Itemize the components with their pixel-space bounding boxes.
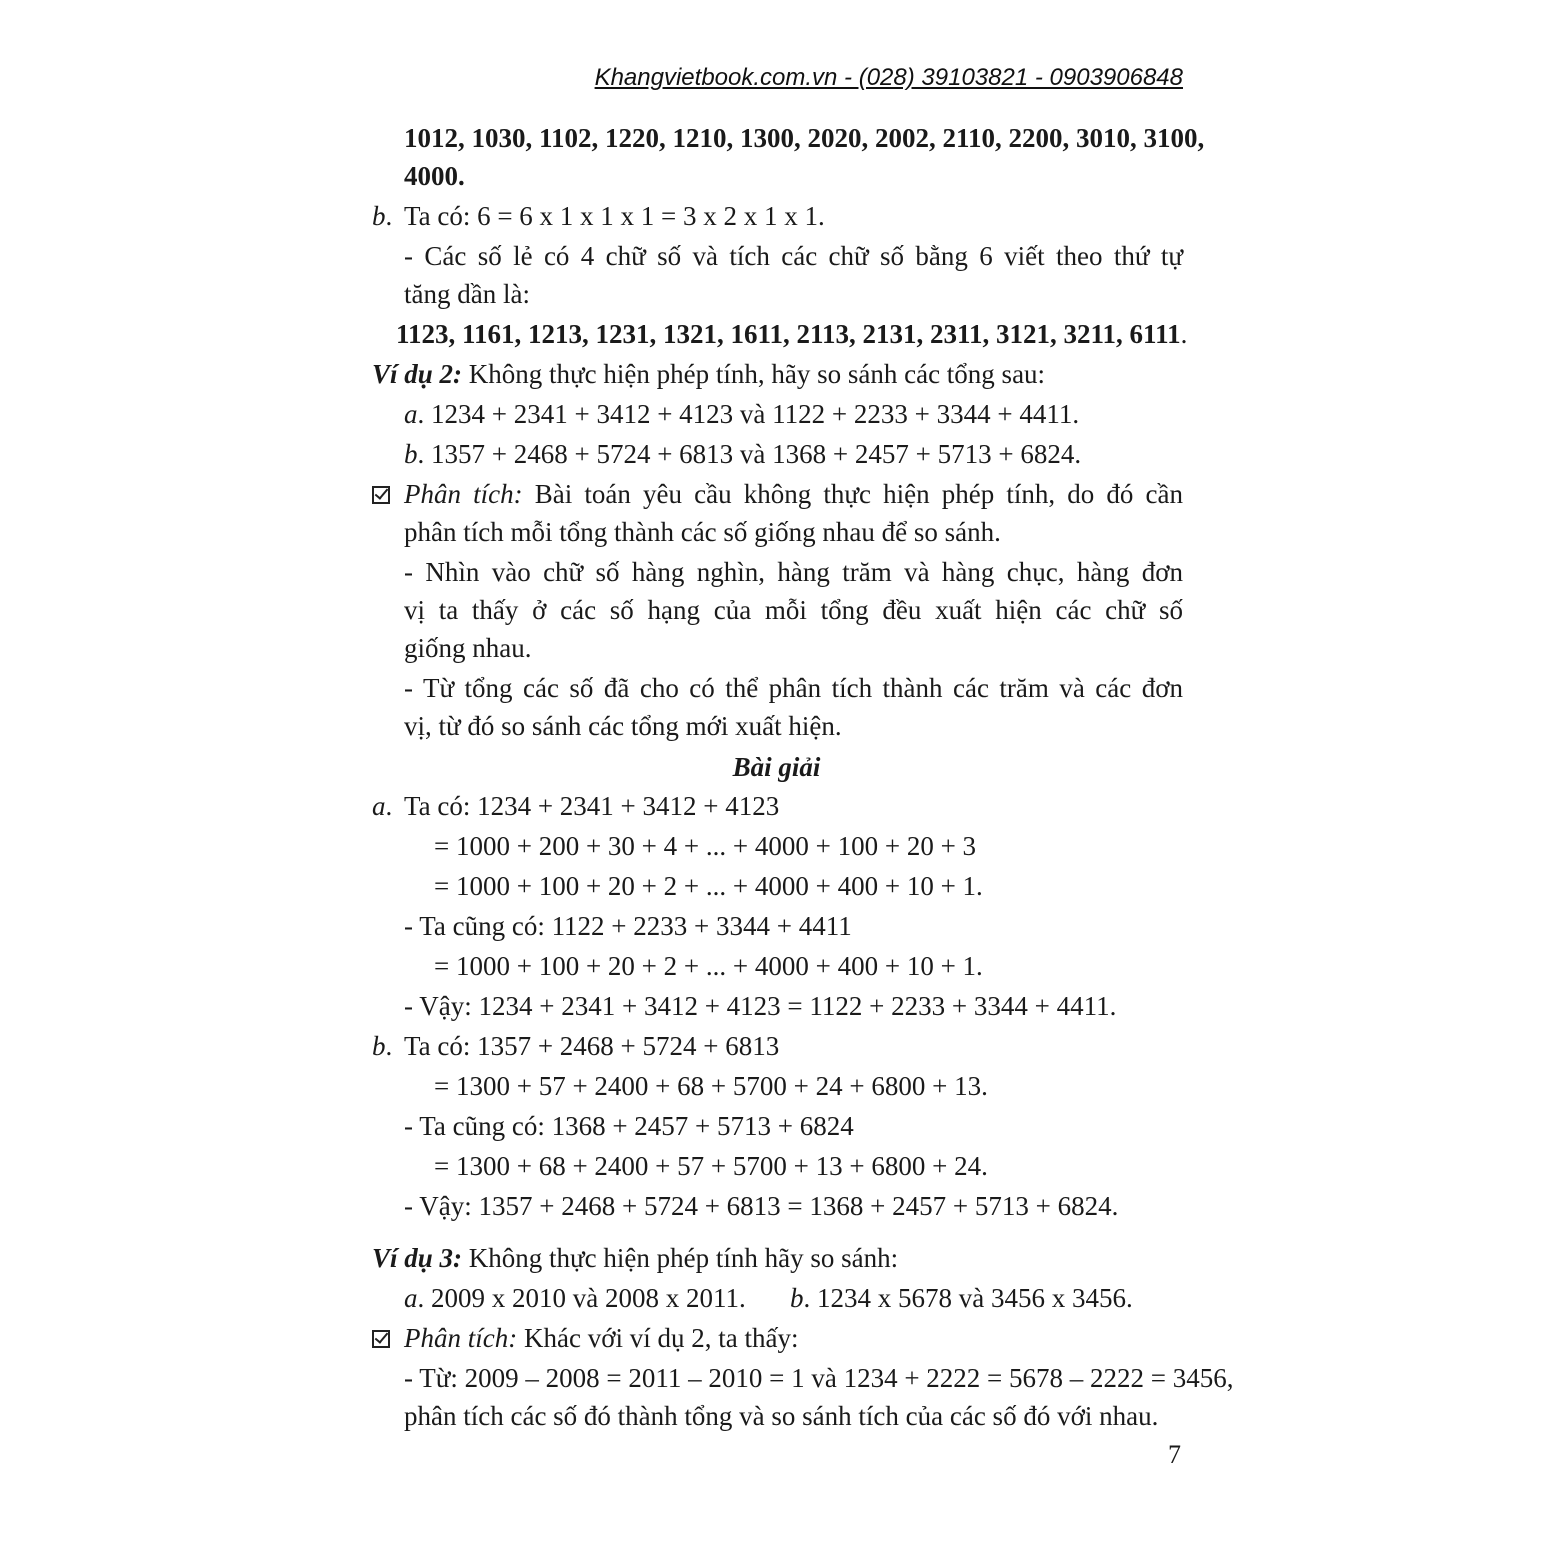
part-b-description-line-1: - Các số lẻ có 4 chữ số và tích các chữ số bằng 6 viết theo thứ tự xyxy=(404,241,1183,271)
solution-b-conclusion: - Vậy: 1357 + 2468 + 5724 + 6813 = 1368 + 2457 + 5713 + 6824. xyxy=(404,1191,1119,1221)
solution-a-line-2: = 1000 + 200 + 30 + 4 + ... + 4000 + 100 + 20 + 3 xyxy=(434,831,977,861)
example-3-part-b: b. 1234 x 5678 và 3456 x 3456. xyxy=(790,1283,1133,1313)
solution-a-line-1: Ta có: 1234 + 2341 + 3412 + 4123 xyxy=(404,791,780,821)
part-b-description-line-2: tăng dần là: xyxy=(404,279,530,309)
publisher-link[interactable]: Khangvietbook.com.vn - (028) 39103821 - 0903906848 xyxy=(594,64,1183,91)
solution-b-line-2: = 1300 + 57 + 2400 + 68 + 5700 + 24 + 6800 + 13. xyxy=(434,1071,988,1101)
analysis-2-p2-line-1: - Nhìn vào chữ số hàng nghìn, hàng trăm và hàng chục, hàng đơn xyxy=(404,557,1183,587)
solution-a-line-3: = 1000 + 100 + 20 + 2 + ... + 4000 + 400 + 10 + 1. xyxy=(434,871,983,901)
analysis-3-line-2: - Từ: 2009 – 2008 = 2011 – 2010 = 1 và 1234 + 2222 = 5678 – 2222 = 3456, xyxy=(404,1363,1234,1393)
solution-a-line-4: - Ta cũng có: 1122 + 2233 + 3344 + 4411 xyxy=(404,911,852,941)
numbers-line-2: 4000. xyxy=(404,161,465,191)
part-b-marker: b. xyxy=(372,201,393,231)
analysis-3-line-1: Phân tích: Khác với ví dụ 2, ta thấy: xyxy=(404,1323,799,1353)
example-3-heading: Ví dụ 3: Không thực hiện phép tính hãy so sánh: xyxy=(372,1243,899,1273)
example-2-heading: Ví dụ 2: Không thực hiện phép tính, hãy so sánh các tổng sau: xyxy=(372,359,1046,389)
solution-b-line-1: Ta có: 1357 + 2468 + 5724 + 6813 xyxy=(404,1031,780,1061)
example-2-part-a: a. 1234 + 2341 + 3412 + 4123 và 1122 + 2233 + 3344 + 4411. xyxy=(404,399,1080,429)
example-3-part-a: a. 2009 x 2010 và 2008 x 2011. xyxy=(404,1283,746,1313)
solution-b-line-3: - Ta cũng có: 1368 + 2457 + 5713 + 6824 xyxy=(404,1111,854,1141)
analysis-3-line-3: phân tích các số đó thành tổng và so sánh tích của các số đó với nhau. xyxy=(404,1401,1159,1431)
part-b-statement: Ta có: 6 = 6 x 1 x 1 x 1 = 3 x 2 x 1 x 1. xyxy=(404,201,825,231)
analysis-2-p3-line-2: vị, từ đó so sánh các tổng mới xuất hiện. xyxy=(404,711,842,741)
solution-a-marker: a. xyxy=(372,791,393,821)
analysis-2-p2-line-3: giống nhau. xyxy=(404,633,532,663)
checkbox-icon xyxy=(372,486,390,504)
analysis-2-line-2: phân tích mỗi tổng thành các số giống nhau để so sánh. xyxy=(404,517,1001,547)
solution-b-marker: b. xyxy=(372,1031,393,1061)
odd-numbers-list: 1123, 1161, 1213, 1231, 1321, 1611, 2113, 2131, 2311, 3121, 3211, 6111. xyxy=(396,319,1188,349)
solution-a-conclusion: - Vậy: 1234 + 2341 + 3412 + 4123 = 1122 + 2233 + 3344 + 4411. xyxy=(404,991,1117,1021)
analysis-2-line-1: Phân tích: Bài toán yêu cầu không thực hiện phép tính, do đó cần xyxy=(404,479,1183,509)
analysis-2-p3-line-1: - Từ tổng các số đã cho có thể phân tích thành các trăm và các đơn xyxy=(404,673,1183,703)
analysis-2-p2-line-2: vị ta thấy ở các số hạng của mỗi tổng đều xuất hiện các chữ số xyxy=(404,595,1183,625)
solution-heading: Bài giải xyxy=(732,752,821,782)
page-number: 7 xyxy=(1168,1440,1181,1469)
solution-b-line-4: = 1300 + 68 + 2400 + 57 + 5700 + 13 + 6800 + 24. xyxy=(434,1151,988,1181)
checkbox-icon xyxy=(372,1330,390,1348)
example-2-part-b: b. 1357 + 2468 + 5724 + 6813 và 1368 + 2457 + 5713 + 6824. xyxy=(404,439,1082,469)
numbers-line-1: 1012, 1030, 1102, 1220, 1210, 1300, 2020, 2002, 2110, 2200, 3010, 3100, xyxy=(404,123,1205,153)
solution-a-line-5: = 1000 + 100 + 20 + 2 + ... + 4000 + 400 + 10 + 1. xyxy=(434,951,983,981)
